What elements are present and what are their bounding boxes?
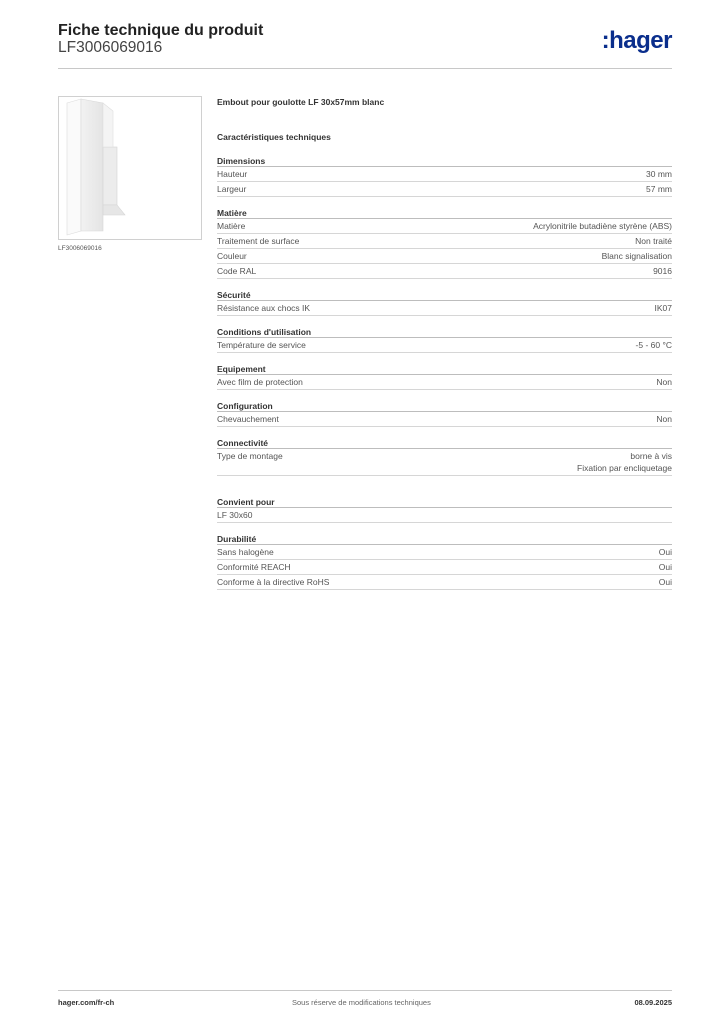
section-title: Durabilité <box>217 533 672 545</box>
spec-row <box>217 449 672 476</box>
spec-value <box>635 235 672 247</box>
spec-row <box>217 545 672 560</box>
spec-value-line: Acrylonitrile butadiène styrène (ABS) <box>533 221 672 231</box>
spec-value <box>656 376 672 388</box>
spec-label: Sans halogène <box>217 547 274 557</box>
image-caption: LF3006069016 <box>58 245 102 252</box>
spec-value <box>659 561 672 573</box>
spec-value-line: Oui <box>658 562 672 572</box>
spec-section <box>217 363 672 390</box>
spec-value <box>656 413 672 425</box>
spec-section <box>217 289 672 316</box>
spec-row <box>217 264 672 279</box>
page-header <box>58 22 672 70</box>
spec-value <box>653 265 672 277</box>
header-divider <box>58 68 672 69</box>
footer-date: 08.09.2025 <box>634 998 672 1007</box>
spec-row <box>217 508 672 523</box>
spec-label: LF 30x60 <box>217 510 253 520</box>
spec-label: Conformité REACH <box>217 562 291 572</box>
spec-label: Traitement de surface <box>217 236 300 246</box>
spec-row <box>217 375 672 390</box>
hager-logo <box>602 26 672 56</box>
document-title: Fiche technique du produit <box>58 22 264 39</box>
spec-value-line: Fixation par encliquetage <box>577 463 672 473</box>
section-title: Convient pour <box>217 496 672 508</box>
spec-row <box>217 560 672 575</box>
spec-value-line: Non <box>656 377 672 387</box>
footer-notice: Sous réserve de modifications techniques <box>292 998 431 1007</box>
spec-value <box>646 183 672 195</box>
spec-row <box>217 412 672 427</box>
section-title: Equipement <box>217 363 672 375</box>
spec-row <box>217 219 672 234</box>
spec-label: Type de montage <box>217 451 283 461</box>
footer-divider <box>58 990 672 991</box>
hager-logo-text: :hager <box>601 27 672 54</box>
spec-value-line: Blanc signalisation <box>601 251 672 261</box>
spec-row <box>217 182 672 197</box>
spec-value-line: borne à vis <box>630 451 672 461</box>
spec-value-line: Oui <box>658 547 672 557</box>
spec-value-line: 30 mm <box>646 169 672 179</box>
section-title: Dimensions <box>217 155 672 167</box>
section-title: Conditions d'utilisation <box>217 326 672 338</box>
spec-row <box>217 167 672 182</box>
spec-value-line: 57 mm <box>646 184 672 194</box>
spec-value <box>659 546 672 558</box>
spec-value-line: -5 - 60 °C <box>635 340 672 350</box>
spec-label: Température de service <box>217 340 306 350</box>
spec-row <box>217 249 672 264</box>
spec-value <box>602 250 672 262</box>
spec-row <box>217 575 672 590</box>
spec-sections <box>217 155 672 590</box>
spec-label: Code RAL <box>217 266 257 276</box>
footer-website: hager.com/fr-ch <box>58 998 115 1007</box>
spec-value <box>655 302 673 314</box>
section-title: Connectivité <box>217 437 672 449</box>
product-image <box>58 96 202 240</box>
spec-label: Matière <box>217 221 246 231</box>
spec-label: Conforme à la directive RoHS <box>217 577 330 587</box>
spec-label: Couleur <box>217 251 247 261</box>
section-title: Matière <box>217 207 672 219</box>
spec-section <box>217 207 672 279</box>
spec-label: Largeur <box>217 184 247 194</box>
spec-value-line: Oui <box>658 577 672 587</box>
spec-section <box>217 533 672 590</box>
spec-value-line: IK07 <box>654 303 672 313</box>
spec-row <box>217 338 672 353</box>
spec-section <box>217 326 672 353</box>
spec-label: Avec film de protection <box>217 377 303 387</box>
spec-value <box>533 220 672 232</box>
spec-section <box>217 400 672 427</box>
product-name: Embout pour goulotte LF 30x57mm blanc <box>217 97 385 107</box>
product-details <box>217 96 672 590</box>
spec-section <box>217 496 672 523</box>
section-title: Configuration <box>217 400 672 412</box>
spec-row <box>217 301 672 316</box>
spec-label: Hauteur <box>217 169 248 179</box>
spec-section <box>217 155 672 197</box>
spec-value-line: 9016 <box>653 266 672 276</box>
spec-heading: Caractéristiques techniques <box>217 132 331 142</box>
spec-row <box>217 234 672 249</box>
trunking-end-cap-icon <box>59 97 201 239</box>
spec-label: Résistance aux chocs IK <box>217 303 311 313</box>
spec-value-line: Non <box>656 414 672 424</box>
spec-value <box>636 339 672 351</box>
spec-section <box>217 437 672 476</box>
spec-value <box>659 576 672 588</box>
product-reference: LF3006069016 <box>58 39 163 56</box>
spec-value <box>577 450 672 474</box>
spec-value <box>646 168 672 180</box>
spec-label: Chevauchement <box>217 414 279 424</box>
section-title: Sécurité <box>217 289 672 301</box>
spec-value-line: Non traité <box>635 236 672 246</box>
